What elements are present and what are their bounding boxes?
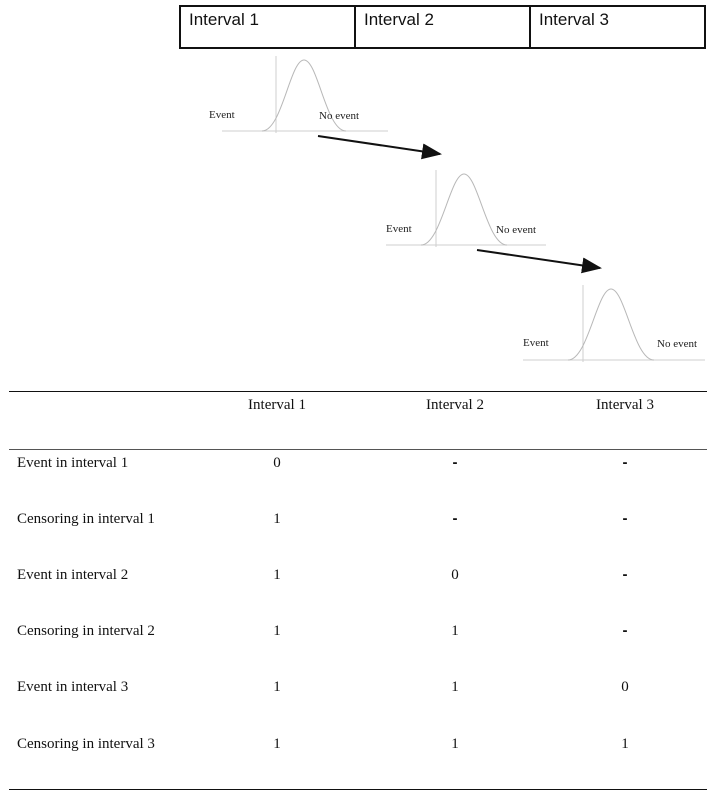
row-6-interval-1-value: 1	[273, 736, 281, 752]
row-5-interval-2-value: 1	[451, 679, 459, 695]
row-3-interval-3-value: -	[622, 566, 628, 583]
row-4-interval-2-value: 1	[451, 623, 459, 639]
row-5-interval-1-value: 1	[273, 679, 281, 695]
stage-3-bell-curve	[568, 289, 654, 360]
stage-3-event-label: Event	[523, 337, 549, 349]
row-label-event-2: Event in interval 2	[17, 567, 129, 583]
row-2-interval-2-value: -	[452, 510, 458, 527]
header-interval-2: Interval 2	[354, 7, 529, 47]
row-2-interval-3-value: -	[622, 510, 628, 527]
stage-2-distribution	[386, 170, 546, 247]
stage-2-event-label: Event	[386, 223, 412, 235]
table-column-interval-1: Interval 1	[248, 397, 306, 413]
row-6-interval-2-value: 1	[451, 736, 459, 752]
row-6-interval-3-value: 1	[621, 736, 629, 752]
table-header-rule	[9, 449, 707, 450]
interval-flow-diagram	[0, 0, 715, 380]
row-1-interval-3-value: -	[622, 454, 628, 471]
arrow-1-to-2	[318, 136, 440, 154]
table-bottom-rule	[9, 789, 707, 790]
stage-1-distribution	[209, 56, 388, 133]
header-interval-1: Interval 1	[189, 10, 259, 29]
row-label-event-3: Event in interval 3	[17, 679, 129, 695]
table-column-interval-2: Interval 2	[426, 397, 484, 413]
row-4-interval-1-value: 1	[273, 623, 281, 639]
row-label-censoring-3: Censoring in interval 3	[17, 736, 155, 752]
stage-1-event-label: Event	[209, 109, 235, 121]
stage-2-bell-curve	[421, 174, 507, 245]
row-1-interval-1-value: 0	[273, 455, 281, 471]
row-4-interval-3-value: -	[622, 622, 628, 639]
row-3-interval-2-value: 0	[451, 567, 459, 583]
arrow-2-to-3	[477, 250, 600, 268]
row-1-interval-2-value: -	[452, 454, 458, 471]
row-2-interval-1-value: 1	[273, 511, 281, 527]
stage-1-no-event-label: No event	[319, 110, 360, 122]
row-3-interval-1-value: 1	[273, 567, 281, 583]
row-label-event-1: Event in interval 1	[17, 455, 129, 471]
stage-3-distribution	[523, 285, 705, 362]
row-5-interval-3-value: 0	[621, 679, 629, 695]
stage-2-no-event-label: No event	[496, 224, 537, 236]
table-column-interval-3: Interval 3	[596, 397, 654, 413]
header-interval-3: Interval 3	[529, 7, 704, 47]
row-label-censoring-2: Censoring in interval 2	[17, 623, 155, 639]
row-label-censoring-1: Censoring in interval 1	[17, 511, 155, 527]
stage-3-no-event-label: No event	[657, 338, 698, 350]
table-top-rule	[9, 391, 707, 392]
